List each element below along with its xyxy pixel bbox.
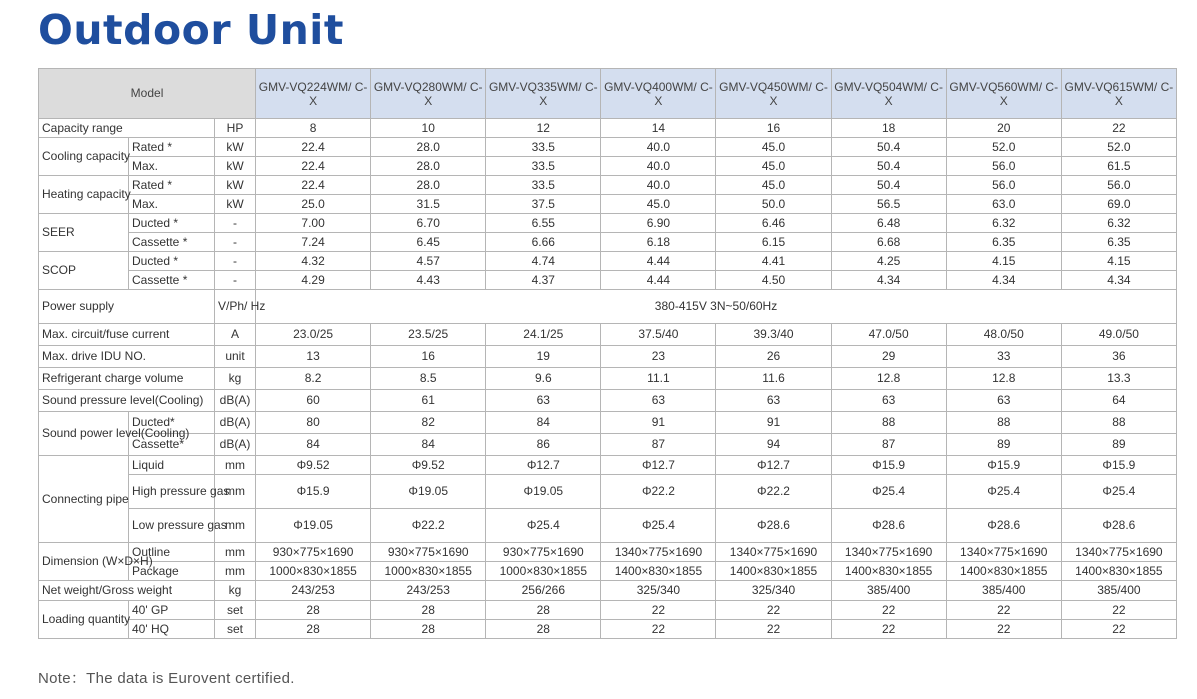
value-cell: 28	[371, 601, 486, 620]
unit-cell: kg	[215, 581, 256, 601]
sub-label: 40' GP	[129, 601, 215, 620]
value-cell: 33	[946, 346, 1061, 368]
value-cell: 45.0	[716, 157, 831, 176]
value-cell: 36	[1061, 346, 1176, 368]
value-cell: 4.29	[256, 271, 371, 290]
value-cell: 243/253	[256, 581, 371, 601]
value-cell: 11.1	[601, 368, 716, 390]
value-cell: 930×775×1690	[486, 543, 601, 562]
value-cell: 4.32	[256, 252, 371, 271]
table-row	[39, 434, 1177, 456]
value-cell: 13	[256, 346, 371, 368]
value-cell: 6.45	[371, 233, 486, 252]
value-cell: 23.5/25	[371, 324, 486, 346]
value-cell: 6.32	[1061, 214, 1176, 233]
value-cell: 63	[946, 390, 1061, 412]
row-label: Capacity range	[39, 119, 215, 138]
value-cell: 63	[601, 390, 716, 412]
value-cell: 380-415V 3N~50/60Hz	[256, 290, 1177, 324]
value-cell: 28	[256, 620, 371, 639]
unit-cell: mm	[215, 562, 256, 581]
unit-cell: mm	[215, 543, 256, 562]
value-cell: 6.46	[716, 214, 831, 233]
value-cell: 6.55	[486, 214, 601, 233]
value-cell: 94	[716, 434, 831, 456]
value-cell: 4.34	[1061, 271, 1176, 290]
value-cell: 14	[601, 119, 716, 138]
value-cell: 22	[1061, 620, 1176, 639]
value-cell: 8	[256, 119, 371, 138]
table-row	[39, 562, 1177, 581]
value-cell: 50.0	[716, 195, 831, 214]
value-cell: 930×775×1690	[256, 543, 371, 562]
value-cell: 1400×830×1855	[1061, 562, 1176, 581]
value-cell: 7.00	[256, 214, 371, 233]
value-cell: 22	[601, 601, 716, 620]
value-cell: 56.5	[831, 195, 946, 214]
value-cell: 7.24	[256, 233, 371, 252]
sub-label: Ducted*	[129, 412, 215, 434]
unit-cell: -	[215, 252, 256, 271]
value-cell: 22	[716, 601, 831, 620]
unit-cell: dB(A)	[215, 412, 256, 434]
value-cell: 6.90	[601, 214, 716, 233]
row-label: Max. drive IDU NO.	[39, 346, 215, 368]
value-cell: Φ28.6	[716, 509, 831, 543]
model-name: GMV-VQ504WM/ C-X	[831, 69, 946, 119]
value-cell: 6.32	[946, 214, 1061, 233]
row-label: Connecting pipe	[39, 456, 129, 543]
value-cell: Φ22.2	[601, 475, 716, 509]
value-cell: 4.34	[946, 271, 1061, 290]
value-cell: 60	[256, 390, 371, 412]
value-cell: Φ25.4	[946, 475, 1061, 509]
value-cell: 84	[256, 434, 371, 456]
value-cell: 48.0/50	[946, 324, 1061, 346]
value-cell: 4.57	[371, 252, 486, 271]
value-cell: 56.0	[946, 157, 1061, 176]
value-cell: 40.0	[601, 138, 716, 157]
table-row	[39, 412, 1177, 434]
value-cell: 88	[831, 412, 946, 434]
value-cell: 49.0/50	[1061, 324, 1176, 346]
value-cell: 22.4	[256, 138, 371, 157]
table-row	[39, 475, 1177, 509]
header-row	[39, 69, 1177, 119]
value-cell: 45.0	[716, 176, 831, 195]
spec-table	[38, 68, 1177, 639]
value-cell: Φ22.2	[716, 475, 831, 509]
sub-label: Low pressure gas	[129, 509, 215, 543]
value-cell: 64	[1061, 390, 1176, 412]
sub-label: Cassette *	[129, 233, 215, 252]
value-cell: 930×775×1690	[371, 543, 486, 562]
value-cell: 1000×830×1855	[256, 562, 371, 581]
table-row	[39, 346, 1177, 368]
table-row	[39, 456, 1177, 475]
unit-cell: kW	[215, 176, 256, 195]
value-cell: 23.0/25	[256, 324, 371, 346]
value-cell: 16	[716, 119, 831, 138]
value-cell: Φ15.9	[946, 456, 1061, 475]
value-cell: 13.3	[1061, 368, 1176, 390]
value-cell: 9.6	[486, 368, 601, 390]
value-cell: 385/400	[1061, 581, 1176, 601]
value-cell: 1400×830×1855	[601, 562, 716, 581]
value-cell: 20	[946, 119, 1061, 138]
unit-cell: A	[215, 324, 256, 346]
value-cell: 6.48	[831, 214, 946, 233]
value-cell: 243/253	[371, 581, 486, 601]
value-cell: 24.1/25	[486, 324, 601, 346]
value-cell: Φ12.7	[486, 456, 601, 475]
value-cell: 22	[831, 620, 946, 639]
value-cell: 4.15	[946, 252, 1061, 271]
value-cell: Φ25.4	[486, 509, 601, 543]
value-cell: 89	[1061, 434, 1176, 456]
sub-label: 40' HQ	[129, 620, 215, 639]
value-cell: 91	[716, 412, 831, 434]
row-label: SEER	[39, 214, 129, 252]
value-cell: 1400×830×1855	[831, 562, 946, 581]
value-cell: 28	[256, 601, 371, 620]
value-cell: 88	[946, 412, 1061, 434]
value-cell: 22	[1061, 601, 1176, 620]
value-cell: 87	[601, 434, 716, 456]
model-name: GMV-VQ224WM/ C-X	[256, 69, 371, 119]
table-row	[39, 324, 1177, 346]
row-label: Refrigerant charge volume	[39, 368, 215, 390]
value-cell: 82	[371, 412, 486, 434]
value-cell: 6.35	[1061, 233, 1176, 252]
value-cell: 87	[831, 434, 946, 456]
value-cell: 1400×830×1855	[946, 562, 1061, 581]
value-cell: 4.50	[716, 271, 831, 290]
unit-cell: kW	[215, 138, 256, 157]
value-cell: 37.5/40	[601, 324, 716, 346]
value-cell: Φ25.4	[601, 509, 716, 543]
unit-cell: HP	[215, 119, 256, 138]
value-cell: Φ15.9	[831, 456, 946, 475]
value-cell: 6.66	[486, 233, 601, 252]
value-cell: 4.25	[831, 252, 946, 271]
value-cell: 45.0	[601, 195, 716, 214]
value-cell: 4.44	[601, 252, 716, 271]
value-cell: 1340×775×1690	[601, 543, 716, 562]
value-cell: Φ19.05	[371, 475, 486, 509]
value-cell: 22	[946, 620, 1061, 639]
value-cell: 33.5	[486, 138, 601, 157]
value-cell: 47.0/50	[831, 324, 946, 346]
sub-label: Package	[129, 562, 215, 581]
unit-cell: -	[215, 214, 256, 233]
table-row	[39, 368, 1177, 390]
table-row	[39, 390, 1177, 412]
unit-cell: unit	[215, 346, 256, 368]
value-cell: 6.15	[716, 233, 831, 252]
value-cell: 19	[486, 346, 601, 368]
value-cell: 325/340	[716, 581, 831, 601]
row-label: Net weight/Gross weight	[39, 581, 215, 601]
value-cell: 22.4	[256, 176, 371, 195]
value-cell: 10	[371, 119, 486, 138]
unit-cell: kW	[215, 157, 256, 176]
value-cell: 6.35	[946, 233, 1061, 252]
value-cell: 63	[486, 390, 601, 412]
value-cell: Φ15.9	[1061, 456, 1176, 475]
value-cell: 256/266	[486, 581, 601, 601]
table-row	[39, 509, 1177, 543]
sub-label: Ducted *	[129, 252, 215, 271]
value-cell: 52.0	[946, 138, 1061, 157]
value-cell: 4.15	[1061, 252, 1176, 271]
value-cell: Φ15.9	[256, 475, 371, 509]
unit-cell: set	[215, 601, 256, 620]
value-cell: 22	[831, 601, 946, 620]
sub-label: Max.	[129, 157, 215, 176]
value-cell: 1340×775×1690	[716, 543, 831, 562]
value-cell: Φ22.2	[371, 509, 486, 543]
value-cell: 18	[831, 119, 946, 138]
sub-label: Max.	[129, 195, 215, 214]
row-label: Max. circuit/fuse current	[39, 324, 215, 346]
value-cell: 86	[486, 434, 601, 456]
value-cell: 1000×830×1855	[371, 562, 486, 581]
table-row	[39, 543, 1177, 562]
row-label: Dimension (W×D×H)	[39, 543, 129, 581]
model-name: GMV-VQ450WM/ C-X	[716, 69, 831, 119]
sub-label: Outline	[129, 543, 215, 562]
value-cell: 16	[371, 346, 486, 368]
value-cell: 1340×775×1690	[831, 543, 946, 562]
row-label: Power supply	[39, 290, 215, 324]
value-cell: 63.0	[946, 195, 1061, 214]
value-cell: 1340×775×1690	[946, 543, 1061, 562]
page-title: Outdoor Unit	[38, 6, 344, 54]
value-cell: Φ28.6	[946, 509, 1061, 543]
row-label: SCOP	[39, 252, 129, 290]
value-cell: 1400×830×1855	[716, 562, 831, 581]
table-row	[39, 195, 1177, 214]
table-row	[39, 252, 1177, 271]
sub-label: Ducted *	[129, 214, 215, 233]
value-cell: 1000×830×1855	[486, 562, 601, 581]
value-cell: 22	[1061, 119, 1176, 138]
value-cell: 28.0	[371, 157, 486, 176]
row-label: Heating capacity	[39, 176, 129, 214]
unit-cell: mm	[215, 509, 256, 543]
value-cell: Φ12.7	[601, 456, 716, 475]
table-row	[39, 233, 1177, 252]
value-cell: 4.43	[371, 271, 486, 290]
table-row	[39, 119, 1177, 138]
value-cell: 8.2	[256, 368, 371, 390]
value-cell: 12.8	[831, 368, 946, 390]
value-cell: 8.5	[371, 368, 486, 390]
table-row	[39, 157, 1177, 176]
value-cell: 4.34	[831, 271, 946, 290]
unit-cell: kg	[215, 368, 256, 390]
value-cell: 61.5	[1061, 157, 1176, 176]
value-cell: 385/400	[831, 581, 946, 601]
value-cell: 50.4	[831, 176, 946, 195]
model-name: GMV-VQ280WM/ C-X	[371, 69, 486, 119]
unit-cell: dB(A)	[215, 390, 256, 412]
table-row	[39, 214, 1177, 233]
value-cell: 50.4	[831, 138, 946, 157]
value-cell: 22.4	[256, 157, 371, 176]
value-cell: 80	[256, 412, 371, 434]
sub-label: High pressure gas	[129, 475, 215, 509]
value-cell: Φ19.05	[486, 475, 601, 509]
value-cell: 22	[946, 601, 1061, 620]
value-cell: 91	[601, 412, 716, 434]
sub-label: Cassette*	[129, 434, 215, 456]
unit-cell: kW	[215, 195, 256, 214]
value-cell: 1340×775×1690	[1061, 543, 1176, 562]
value-cell: 45.0	[716, 138, 831, 157]
value-cell: 28	[486, 601, 601, 620]
value-cell: Φ9.52	[256, 456, 371, 475]
value-cell: 33.5	[486, 157, 601, 176]
value-cell: 4.41	[716, 252, 831, 271]
unit-cell: -	[215, 271, 256, 290]
value-cell: 385/400	[946, 581, 1061, 601]
value-cell: 11.6	[716, 368, 831, 390]
value-cell: 6.70	[371, 214, 486, 233]
unit-cell: mm	[215, 475, 256, 509]
value-cell: 39.3/40	[716, 324, 831, 346]
value-cell: 89	[946, 434, 1061, 456]
value-cell: 40.0	[601, 157, 716, 176]
value-cell: 26	[716, 346, 831, 368]
value-cell: 61	[371, 390, 486, 412]
table-row	[39, 138, 1177, 157]
model-name: GMV-VQ560WM/ C-X	[946, 69, 1061, 119]
value-cell: 69.0	[1061, 195, 1176, 214]
table-row	[39, 581, 1177, 601]
table-row	[39, 601, 1177, 620]
sub-label: Rated *	[129, 176, 215, 195]
value-cell: 23	[601, 346, 716, 368]
sub-label: Liquid	[129, 456, 215, 475]
unit-cell: V/Ph/ Hz	[215, 290, 256, 324]
table-row	[39, 176, 1177, 195]
model-header: Model	[39, 69, 256, 119]
value-cell: 28	[486, 620, 601, 639]
value-cell: 63	[831, 390, 946, 412]
table-row	[39, 271, 1177, 290]
sub-label: Rated *	[129, 138, 215, 157]
table-row	[39, 290, 1177, 324]
value-cell: Φ19.05	[256, 509, 371, 543]
value-cell: 4.37	[486, 271, 601, 290]
table-row	[39, 620, 1177, 639]
value-cell: 84	[371, 434, 486, 456]
value-cell: 28.0	[371, 176, 486, 195]
row-label: Sound power level(Cooling)	[39, 412, 129, 456]
footnote: Note：The data is Eurovent certified.	[38, 670, 295, 687]
value-cell: 31.5	[371, 195, 486, 214]
value-cell: Φ28.6	[1061, 509, 1176, 543]
unit-cell: mm	[215, 456, 256, 475]
value-cell: 22	[601, 620, 716, 639]
model-name: GMV-VQ400WM/ C-X	[601, 69, 716, 119]
row-label: Sound pressure level(Cooling)	[39, 390, 215, 412]
value-cell: 6.68	[831, 233, 946, 252]
spec-table-body	[39, 119, 1177, 639]
value-cell: 29	[831, 346, 946, 368]
value-cell: Φ28.6	[831, 509, 946, 543]
value-cell: 88	[1061, 412, 1176, 434]
unit-cell: -	[215, 233, 256, 252]
value-cell: 25.0	[256, 195, 371, 214]
value-cell: 4.44	[601, 271, 716, 290]
value-cell: 37.5	[486, 195, 601, 214]
value-cell: 12.8	[946, 368, 1061, 390]
value-cell: 50.4	[831, 157, 946, 176]
value-cell: 22	[716, 620, 831, 639]
value-cell: 325/340	[601, 581, 716, 601]
value-cell: 4.74	[486, 252, 601, 271]
row-label: Loading quantity	[39, 601, 129, 639]
value-cell: 52.0	[1061, 138, 1176, 157]
value-cell: 56.0	[946, 176, 1061, 195]
value-cell: 28.0	[371, 138, 486, 157]
model-name: GMV-VQ615WM/ C-X	[1061, 69, 1176, 119]
value-cell: 28	[371, 620, 486, 639]
value-cell: Φ12.7	[716, 456, 831, 475]
value-cell: 40.0	[601, 176, 716, 195]
model-name: GMV-VQ335WM/ C-X	[486, 69, 601, 119]
value-cell: 84	[486, 412, 601, 434]
value-cell: 56.0	[1061, 176, 1176, 195]
unit-cell: set	[215, 620, 256, 639]
value-cell: 12	[486, 119, 601, 138]
value-cell: Φ25.4	[1061, 475, 1176, 509]
value-cell: 33.5	[486, 176, 601, 195]
row-label: Cooling capacity	[39, 138, 129, 176]
value-cell: Φ25.4	[831, 475, 946, 509]
value-cell: 63	[716, 390, 831, 412]
unit-cell: dB(A)	[215, 434, 256, 456]
sub-label: Cassette *	[129, 271, 215, 290]
value-cell: Φ9.52	[371, 456, 486, 475]
value-cell: 6.18	[601, 233, 716, 252]
